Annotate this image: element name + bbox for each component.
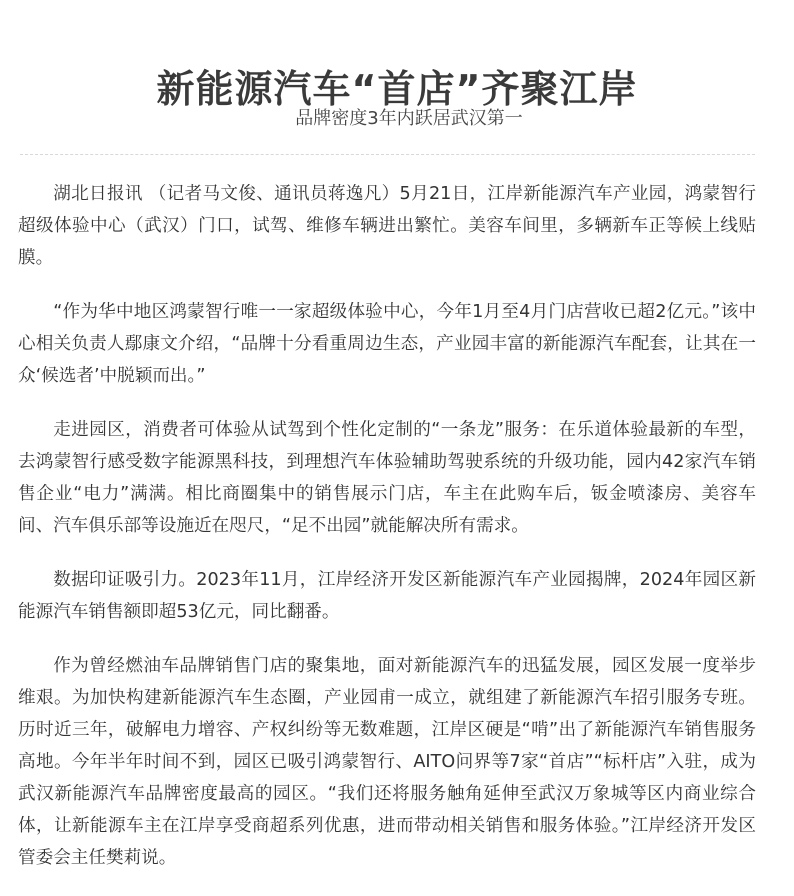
article-subheadline: 品牌密度3年内跃居武汉第一 xyxy=(295,108,523,129)
article-body xyxy=(18,178,756,896)
article-paragraph: 数据印证吸引力。2023年11月，江岸经济开发区新能源汽车产业园揭牌，2024年园区新能源汽车销售额即超53亿元，同比翻番。 xyxy=(18,570,756,622)
dashed-divider xyxy=(20,154,755,155)
article-paragraph: “作为华中地区鸿蒙智行唯一一家超级体验中心，今年1月至4月门店营收已超2亿元。”该中心相关负责人鄢康文介绍，“品牌十分看重周边生态，产业园丰富的新能源汽车配套，让其在一众‘候选者’中脱颖而出。” xyxy=(18,302,756,386)
article-paragraph: 走进园区，消费者可体验从试驾到个性化定制的“一条龙”服务：在乐道体验最新的车型，去鸿蒙智行感受数字能源黑科技，到理想汽车体验辅助驾驶系统的升级功能，园内42家汽车销售企业“电力”满满。相比商圈集中的销售展示门店，车主在此购车后，钣金喷漆房、美容车间、汽车俱乐部等设施近在咫尺，“足不出园”就能解决所有需求。 xyxy=(18,420,756,536)
article-paragraph: 湖北日报讯 （记者马文俊、通讯员蒋逸凡）5月21日，江岸新能源汽车产业园，鸿蒙智行超级体验中心（武汉）门口，试驾、维修车辆进出繁忙。美容车间里，多辆新车正等候上线贴膜。 xyxy=(18,184,756,268)
article-paragraph: 作为曾经燃油车品牌销售门店的聚集地，面对新能源汽车的迅猛发展，园区发展一度举步维艰。为加快构建新能源汽车生态圈，产业园甫一成立，就组建了新能源汽车招引服务专班。历时近三年，破解电力增容、产权纠纷等无数难题，江岸区硬是“啃”出了新能源汽车销售服务高地。今年半年时间不到，园区已吸引鸿蒙智行、AITO问界等7家“首店”“标杆店”入驻，成为武汉新能源汽车品牌密度最高的园区。“我们还将服务触角延伸至武汉万象城等区内商业综合体，让新能源车主在江岸享受商超系列优惠，进而带动相关销售和服务体验。”江岸经济开发区管委会主任樊莉说。 xyxy=(18,656,756,868)
article-headline: 新能源汽车“首店”齐聚江岸 xyxy=(156,67,638,112)
